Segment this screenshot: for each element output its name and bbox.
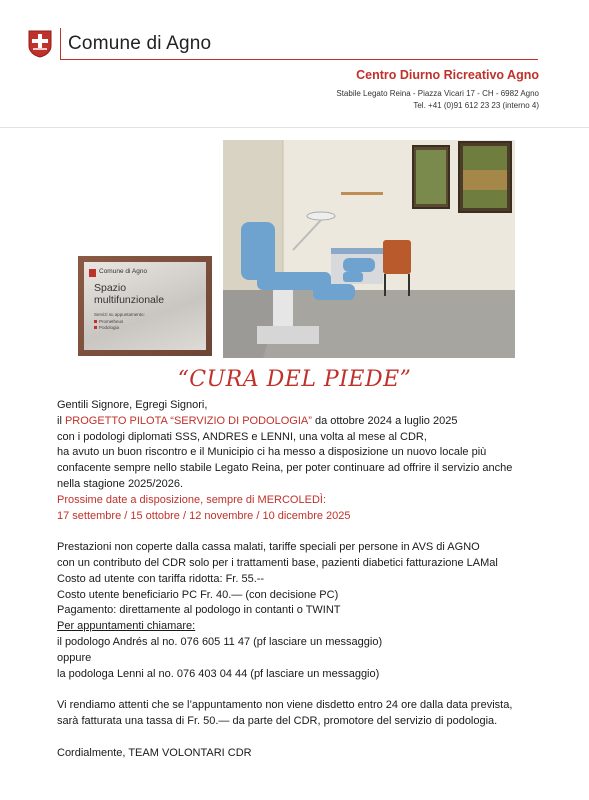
emphasis-line: nella stagione 2025/2026. — [57, 477, 183, 490]
header-divider — [60, 28, 61, 60]
sign-title-line2: multifunzionale — [94, 294, 165, 306]
dates-intro: Prossime date a disposizione, sempre di MERCOLEDÌ: — [57, 493, 326, 506]
sign-list — [94, 319, 123, 331]
sign-plate — [84, 262, 206, 350]
dates-list: 17 settembre / 15 ottobre / 12 novembre / 10 dicembre 2025 — [57, 509, 351, 522]
pricing-line: Prestazioni non coperte dalla cassa malati, tariffe speciali per persone in AVS di AGNO — [57, 541, 480, 554]
appointment-heading: Per appuntamenti chiamare: — [57, 620, 196, 633]
greeting: Gentili Signore, Egregi Signori, — [57, 399, 208, 411]
contact-or: oppure — [57, 651, 92, 664]
pricing-line: con un contributo del CDR solo per i trattamenti base, pazienti diabetici fatturazione LAMal — [57, 556, 498, 569]
phone-line: Tel. +41 (0)91 612 23 23 (interno 4) — [413, 101, 539, 110]
warning-line: Vi rendiamo attenti che se l’appuntamento non viene disdetto entro 24 ore dalla data prevista, — [57, 699, 513, 712]
closing: Cordialmente, TEAM VOLONTARI CDR — [57, 746, 252, 759]
page-title: “CURA DEL PIEDE” — [177, 367, 412, 392]
pricing-line: Costo utente beneficiario PC Fr. 40.— (con decisione PC) — [57, 588, 339, 601]
header-rule — [60, 59, 538, 60]
warning-line: sarà fatturata una tassa di Fr. 50.— da parte del CDR, promotore del servizio di podologia. — [57, 714, 498, 727]
sign-photo — [78, 256, 212, 356]
contact-line: la podologa Lenni al no. 076 403 04 44 (pf lasciare un messaggio) — [57, 667, 380, 680]
sign-list-item: Podologia — [94, 325, 123, 331]
body-line: confacente sempre nello stabile Legato Reina, per poter continuare ad offrire il servizio anche — [57, 462, 513, 475]
treatment-room-photo — [223, 140, 515, 358]
payment-line: Pagamento: direttamente al podologo in contanti o TWINT — [57, 604, 341, 617]
project-line: il PROGETTO PILOTA “SERVIZIO DI PODOLOGIA” da ottobre 2024 a luglio 2025 — [57, 414, 458, 427]
sign-subtitle: Servizi su appuntamento: — [94, 312, 145, 317]
sign-crest-icon — [89, 269, 96, 277]
contact-line: il podologo Andrés al no. 076 605 11 47 (pf lasciare un messaggio) — [57, 635, 383, 648]
letter-body — [57, 398, 557, 761]
pricing-line: Costo ad utente con tariffa ridotta: Fr. 55.-- — [57, 572, 265, 585]
sign-title-line1: Spazio — [94, 282, 127, 294]
address-line: Stabile Legato Reina - Piazza Vicari 17 - CH - 6982 Agno — [336, 89, 539, 98]
project-name: PROGETTO PILOTA “SERVIZIO DI PODOLOGIA” — [64, 414, 312, 427]
municipality-crest-icon — [28, 30, 52, 58]
municipality-name: Comune di Agno — [68, 33, 212, 54]
body-line: ha avuto un buon riscontro e il Municipio ci ha messo a disposizione un nuovo locale più — [57, 446, 487, 459]
center-name: Centro Diurno Ricreativo Agno — [356, 68, 539, 82]
body-line: con i podologi diplomati SSS, ANDRES e LENNI, una volta al mese al CDR, — [57, 430, 427, 443]
room-illustration — [223, 140, 515, 358]
sign-title — [94, 282, 164, 306]
sign-list-item: Prometheus — [94, 319, 123, 325]
sign-org: Comune di Agno — [99, 268, 148, 275]
address-block — [336, 88, 539, 112]
emphasis-text: per poter continuare ad offrire il servizio anche — [286, 462, 513, 475]
section-separator — [0, 127, 589, 128]
